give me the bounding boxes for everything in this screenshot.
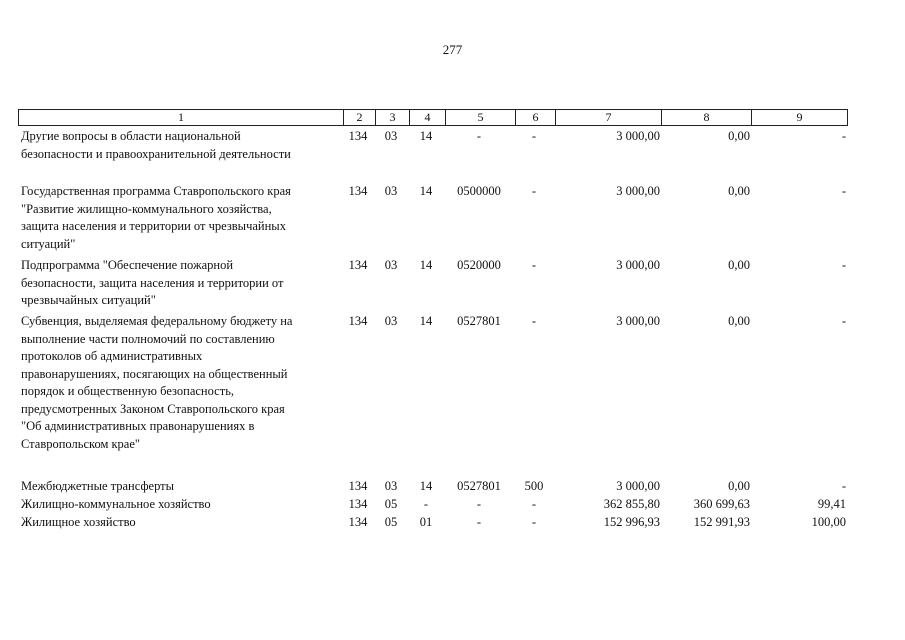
cell-col-8: 152 991,93 [693,515,750,529]
cell-col-2: 134 [348,515,368,529]
cell-col-2: 134 [348,184,368,198]
cell-col-5: 0527801 [457,479,501,493]
cell-col-4: 14 [419,314,433,328]
row-name-line: безопасности и правоохранительной деятельности [21,146,291,161]
row-name-line: предусмотренных Законом Ставропольского края [21,401,285,416]
header-col-9: 9 [751,110,847,125]
row-name-line: безопасности, защита населения и территории от [21,275,284,290]
row-name-line: выполнение части полномочий по составлению [21,331,275,346]
row-name [21,313,339,453]
cell-col-4: 14 [419,479,433,493]
cell-col-3: 03 [384,314,398,328]
cell-col-4: 01 [419,515,433,529]
row-name-line: Ставропольском крае" [21,436,141,451]
cell-col-2: 134 [348,258,368,272]
cell-col-6: - [531,314,537,328]
cell-col-5: 0500000 [457,184,501,198]
cell-col-2: 134 [348,129,368,143]
cell-col-2: 134 [348,479,368,493]
cell-col-9: 100,00 [811,515,846,529]
page-number: 277 [442,42,463,57]
cell-col-9: - [841,314,846,328]
cell-col-7: 3 000,00 [616,184,660,198]
row-name-line: Субвенция, выделяемая федеральному бюджету на [21,314,293,328]
cell-col-5: - [476,515,482,529]
cell-col-5: 0520000 [457,258,501,272]
cell-col-7: 362 855,80 [603,497,660,511]
cell-col-4: 14 [419,258,433,272]
cell-col-9: - [841,184,846,198]
row-name [21,496,339,514]
cell-col-7: 3 000,00 [616,314,660,328]
cell-col-4: 14 [419,184,433,198]
cell-col-3: 03 [384,129,398,143]
row-name [21,514,339,532]
cell-col-6: - [531,497,537,511]
row-name-line: порядок и общественную безопасность, [21,384,235,398]
row-name-line: Жилищно-коммунальное хозяйство [21,497,211,511]
header-col-5: 5 [445,110,515,125]
cell-col-6: - [531,515,537,529]
header-col-7: 7 [555,110,661,125]
table-header [18,109,848,126]
row-name-line: "Об административных правонарушениях в [21,419,255,433]
row-name [21,257,339,310]
header-col-1: 1 [178,110,184,124]
cell-col-3: 05 [384,515,398,529]
cell-col-6: 500 [524,479,544,493]
row-name [21,183,339,253]
cell-col-6: - [531,184,537,198]
row-name-line: ситуаций" [21,236,76,251]
header-col-4: 4 [409,110,445,125]
cell-col-7: 3 000,00 [616,479,660,493]
cell-col-2: 134 [348,314,368,328]
cell-col-9: - [841,129,846,143]
header-col-8: 8 [661,110,751,125]
header-col-3: 3 [375,110,409,125]
row-name-line: защита населения и территории от чрезвычайных [21,219,286,233]
row-name-line: "Развитие жилищно-коммунального хозяйства, [21,201,272,216]
cell-col-7: 152 996,93 [603,515,660,529]
cell-col-9: - [841,258,846,272]
cell-col-4: - [423,497,429,511]
header-col-6: 6 [515,110,555,125]
cell-col-8: 0,00 [728,129,750,143]
cell-col-3: 03 [384,258,398,272]
row-name-line: Государственная программа Ставропольского края [21,184,291,198]
cell-col-9: - [841,479,846,493]
cell-col-9: 99,41 [817,497,846,511]
cell-col-3: 05 [384,497,398,511]
cell-col-8: 0,00 [728,184,750,198]
cell-col-5: - [476,129,482,143]
cell-col-5: 0527801 [457,314,501,328]
row-name-line: протоколов об административных [21,349,203,363]
cell-col-4: 14 [419,129,433,143]
cell-col-8: 0,00 [728,258,750,272]
cell-col-3: 03 [384,479,398,493]
cell-col-7: 3 000,00 [616,129,660,143]
cell-col-3: 03 [384,184,398,198]
row-name-line: Подпрограмма "Обеспечение пожарной [21,258,234,272]
cell-col-5: - [476,497,482,511]
cell-col-2: 134 [348,497,368,511]
cell-col-8: 0,00 [728,314,750,328]
cell-col-6: - [531,258,537,272]
header-col-2: 2 [343,110,375,125]
row-name [21,478,339,496]
cell-col-7: 3 000,00 [616,258,660,272]
row-name-line: Другие вопросы в области национальной [21,129,241,143]
cell-col-8: 360 699,63 [693,497,750,511]
row-name [21,128,339,163]
row-name-line: чрезвычайных ситуаций" [21,293,156,307]
row-name-line: правонарушениях, посягающих на общественный [21,366,288,381]
cell-col-8: 0,00 [728,479,750,493]
row-name-line: Жилищное хозяйство [21,515,136,529]
cell-col-6: - [531,129,537,143]
row-name-line: Межбюджетные трансферты [21,479,175,493]
